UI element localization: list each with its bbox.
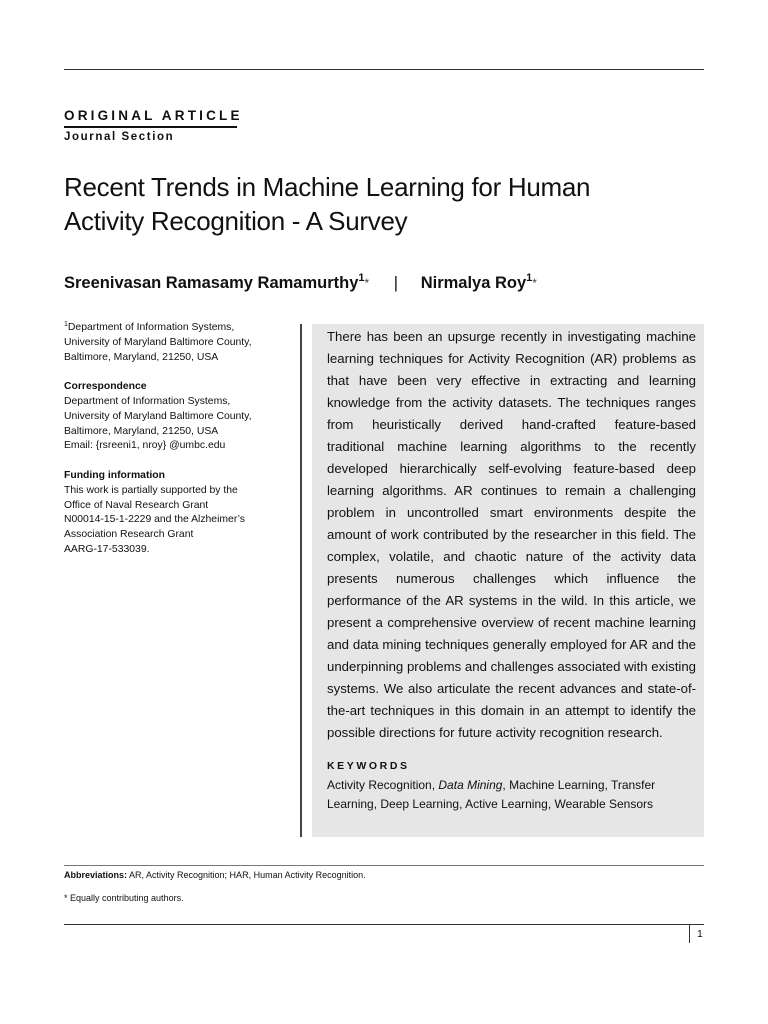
equal-contribution-footnote: * Equally contributing authors. <box>64 893 184 903</box>
abstract-box <box>312 324 704 837</box>
correspondence-line: Baltimore, Maryland, 21250, USA <box>64 425 219 437</box>
correspondence-email: Email: {rsreeni1, nroy} @umbc.edu <box>64 440 226 452</box>
title-line-2: Activity Recognition - A Survey <box>64 206 408 236</box>
funding-line: AARG-17-533039. <box>64 543 150 555</box>
abbreviations-text: AR, Activity Recognition; HAR, Human Activity Recognition. <box>127 870 366 880</box>
funding-line: Association Research Grant <box>64 529 194 541</box>
abstract-divider <box>300 324 302 837</box>
correspondence-heading: Correspondence <box>64 381 147 393</box>
author-mark: * <box>532 276 537 290</box>
affiliation-number: 1 <box>64 321 68 328</box>
author-separator: | <box>393 274 399 292</box>
abbreviations-footnote <box>64 870 366 880</box>
keywords-label: KEYWORDS <box>327 760 410 772</box>
paper-title <box>64 170 704 238</box>
author-name: Sreenivasan Ramasamy Ramamurthy <box>64 274 359 292</box>
correspondence-block <box>64 380 284 454</box>
correspondence-line: Department of Information Systems, <box>64 395 231 407</box>
author-affiliation: 1 <box>526 272 533 284</box>
funding-line: N00014-15-1-2229 and the Alzheimer’s <box>64 514 245 526</box>
abstract-text: There has been an upsurge recently in investigating machine learning techniques for Activity Recognition (AR) problems as that have been very effective in extracting and learning knowledge from the activity datasets. The techniques ranges from heuristically derived hand-crafted feature-based traditional machine learning algorithms to the recently developed hierarchically self-evolving feature-based deep learning algorithms. AR continues to remain a challenging problem in uncontrolled smart environments despite the amount of work contributed by the researcher in this field. The complex, volatile, and chaotic nature of the activity data presents numerous challenges which influence the performance of the AR systems in the wild. In this article, we present a comprehensive overview of recent machine learning and data mining techniques generally employed for AR and the underpinning problems and challenges associated with existing systems. We also articulate the recent advances and state-of-the-art techniques in this domain in an attempt to identify the possible directions for future activity recognition research. <box>327 329 696 740</box>
funding-block <box>64 469 284 558</box>
abbreviations-label: Abbreviations: <box>64 870 128 880</box>
keywords-text <box>327 776 696 814</box>
keywords-part: , Machine Learning, Transfer Learning, Deep Learning, Active Learning, Wearable Sensors <box>327 778 656 811</box>
journal-section: Journal Section <box>64 131 175 143</box>
author-name: Nirmalya Roy <box>420 274 527 292</box>
funding-line: This work is partially supported by the <box>64 484 238 496</box>
affiliation-line: Department of Information Systems, <box>67 322 235 333</box>
title-line-1: Recent Trends in Machine Learning for Human <box>64 172 591 202</box>
author-affiliation: 1 <box>358 272 365 284</box>
author-list <box>64 272 704 293</box>
affiliation-line: Baltimore, Maryland, 21250, USA <box>64 351 219 363</box>
keywords-italic: Data Mining <box>438 778 503 792</box>
sidebar-info <box>64 318 284 573</box>
funding-line: Office of Naval Research Grant <box>64 499 209 511</box>
bottom-rule <box>64 924 704 925</box>
keywords-part: Activity Recognition, <box>327 778 439 792</box>
top-rule <box>64 69 704 70</box>
page-number-tick <box>689 924 690 943</box>
affiliation-block <box>64 318 284 365</box>
affiliation-line: University of Maryland Baltimore County, <box>64 336 252 348</box>
footnote-rule <box>64 865 704 866</box>
author-mark: * <box>364 276 370 290</box>
page-number: 1 <box>697 928 703 940</box>
kicker-underline <box>64 126 237 128</box>
funding-heading: Funding information <box>64 469 165 481</box>
section-kicker: ORIGINAL ARTICLE <box>64 108 243 123</box>
correspondence-line: University of Maryland Baltimore County, <box>64 410 252 422</box>
